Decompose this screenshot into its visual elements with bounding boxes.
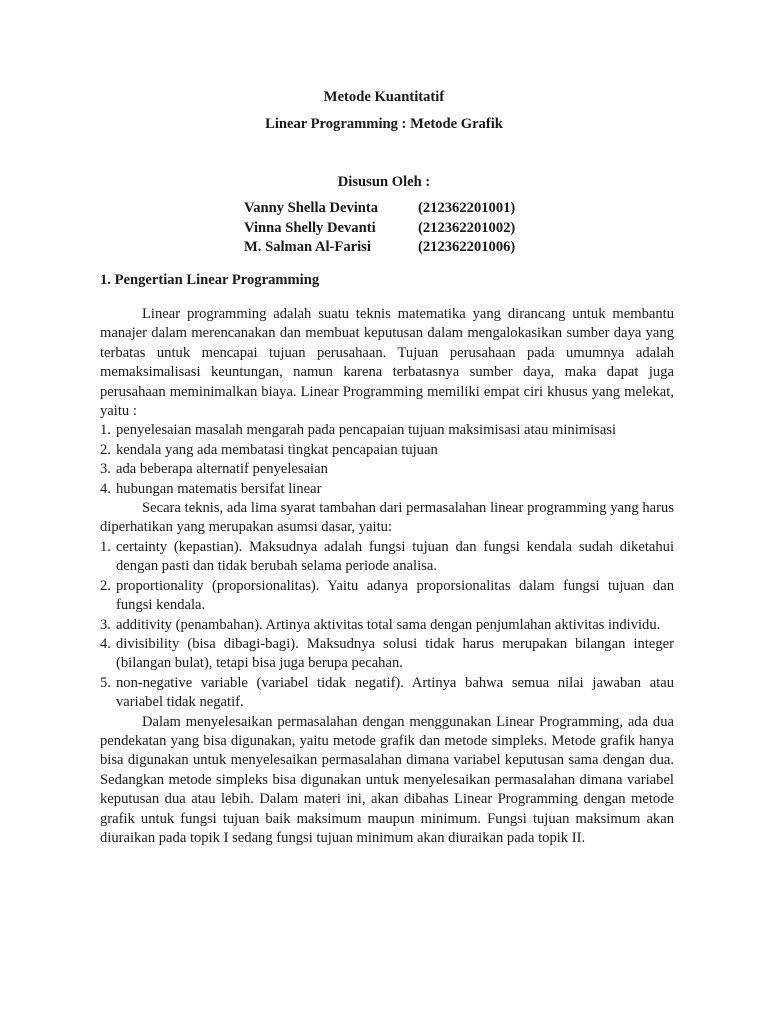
section-body	[100, 305, 674, 848]
list-text: certainty (kepastian). Maksudnya adalah fungsi tujuan dan fungsi kendala sudah diketahui dengan pasti dan tidak berubah selama periode analisa.	[116, 538, 674, 575]
list-number: 5.	[100, 674, 111, 691]
list-number: 4.	[100, 480, 111, 497]
list-text: proportionality (proporsionalitas). Yaitu adanya proporsionalitas dalam fungsi tujuan dan fungsi kendala.	[116, 577, 674, 614]
author-name: M. Salman Al-Farisi	[244, 239, 371, 255]
list-item	[100, 616, 674, 635]
list-number: 1.	[100, 538, 111, 555]
author-id: (212362201001)	[418, 200, 516, 216]
list-item	[100, 674, 674, 713]
list-item	[100, 480, 674, 499]
list-text: penyelesaian masalah mengarah pada pencapaian tujuan maksimisasi atau minimisasi	[116, 422, 617, 439]
author-name: Vanny Shella Devinta	[244, 200, 379, 216]
list-item	[100, 441, 674, 460]
compiled-by-label: Disusun Oleh :	[337, 174, 431, 190]
list-item	[100, 538, 674, 577]
course-title: Metode Kuantitatif	[323, 89, 445, 105]
list-item	[100, 421, 674, 440]
paragraph-methods: Dalam menyelesaikan permasalahan dengan menggunakan Linear Programming, ada dua pendekatan yang bisa digunakan, yaitu metode grafik dan metode simpleks. Metode grafik hanya bisa digunakan untuk menyelesaikan permasalahan dimana variabel keputusan sama dengan dua. Sedangkan metode simpleks bisa digunakan untuk menyelesaikan permasalahan dimana variabel keputusan dua atau lebih. Dalam materi ini, akan dibahas Linear Programming dengan metode grafik untuk fungsi tujuan baik maksimum maupun minimum. Fungsi tujuan maksimum akan diuraikan pada topik I sedang fungsi tujuan minimum akan diuraikan pada topik II.	[100, 713, 674, 846]
list-text: additivity (penambahan). Artinya aktivitas total sama dengan penjumlahan aktivitas individu.	[116, 616, 661, 633]
list-number: 3.	[100, 616, 111, 633]
characteristics-list	[100, 421, 674, 499]
list-number: 3.	[100, 461, 111, 478]
list-item	[100, 460, 674, 479]
author-row	[244, 199, 515, 219]
section-heading: 1. Pengertian Linear Programming	[100, 272, 320, 288]
list-number: 1.	[100, 422, 111, 439]
author-row	[244, 238, 515, 258]
author-id: (212362201002)	[418, 219, 516, 236]
author-name: Vinna Shelly Devanti	[244, 219, 376, 236]
author-row	[244, 219, 515, 239]
paragraph-assumptions-intro: Secara teknis, ada lima syarat tambahan dari permasalahan linear programming yang harus diperhatikan yang merupakan asumsi dasar, yaitu:	[100, 500, 674, 536]
assumptions-list	[100, 538, 674, 713]
list-number: 2.	[100, 441, 111, 458]
list-text: divisibility (bisa dibagi-bagi). Maksudnya solusi tidak harus merupakan bilangan integer (bilangan bulat), tetapi bisa juga berupa pecahan.	[116, 635, 674, 672]
list-number: 2.	[100, 577, 111, 594]
author-list	[244, 199, 515, 258]
list-text: hubungan matematis bersifat linear	[116, 480, 322, 497]
author-id: (212362201006)	[418, 239, 516, 255]
document-title: Linear Programming : Metode Grafik	[265, 116, 503, 132]
paragraph-definition: Linear programming adalah suatu teknis matematika yang dirancang untuk membantu manajer dalam merencanakan dan membuat keputusan dalam mengalokasikan sumber daya yang terbatas untuk mencapai tujuan perusahaan. Tujuan perusahaan pada umumnya adalah memaksimalisasi keuntungan, namun karena terbatasnya sumber daya, maka dapat juga perusahaan meminimalkan biaya. Linear Programming memiliki empat ciri khusus yang melekat, yaitu :	[100, 306, 674, 420]
list-text: non-negative variable (variabel tidak negatif). Artinya bahwa semua nilai jawaban atau variabel tidak negatif.	[116, 674, 674, 711]
list-number: 4.	[100, 635, 111, 652]
list-item	[100, 577, 674, 616]
list-text: ada beberapa alternatif penyelesaian	[116, 461, 328, 478]
list-item	[100, 635, 674, 674]
list-text: kendala yang ada membatasi tingkat pencapaian tujuan	[116, 441, 438, 458]
